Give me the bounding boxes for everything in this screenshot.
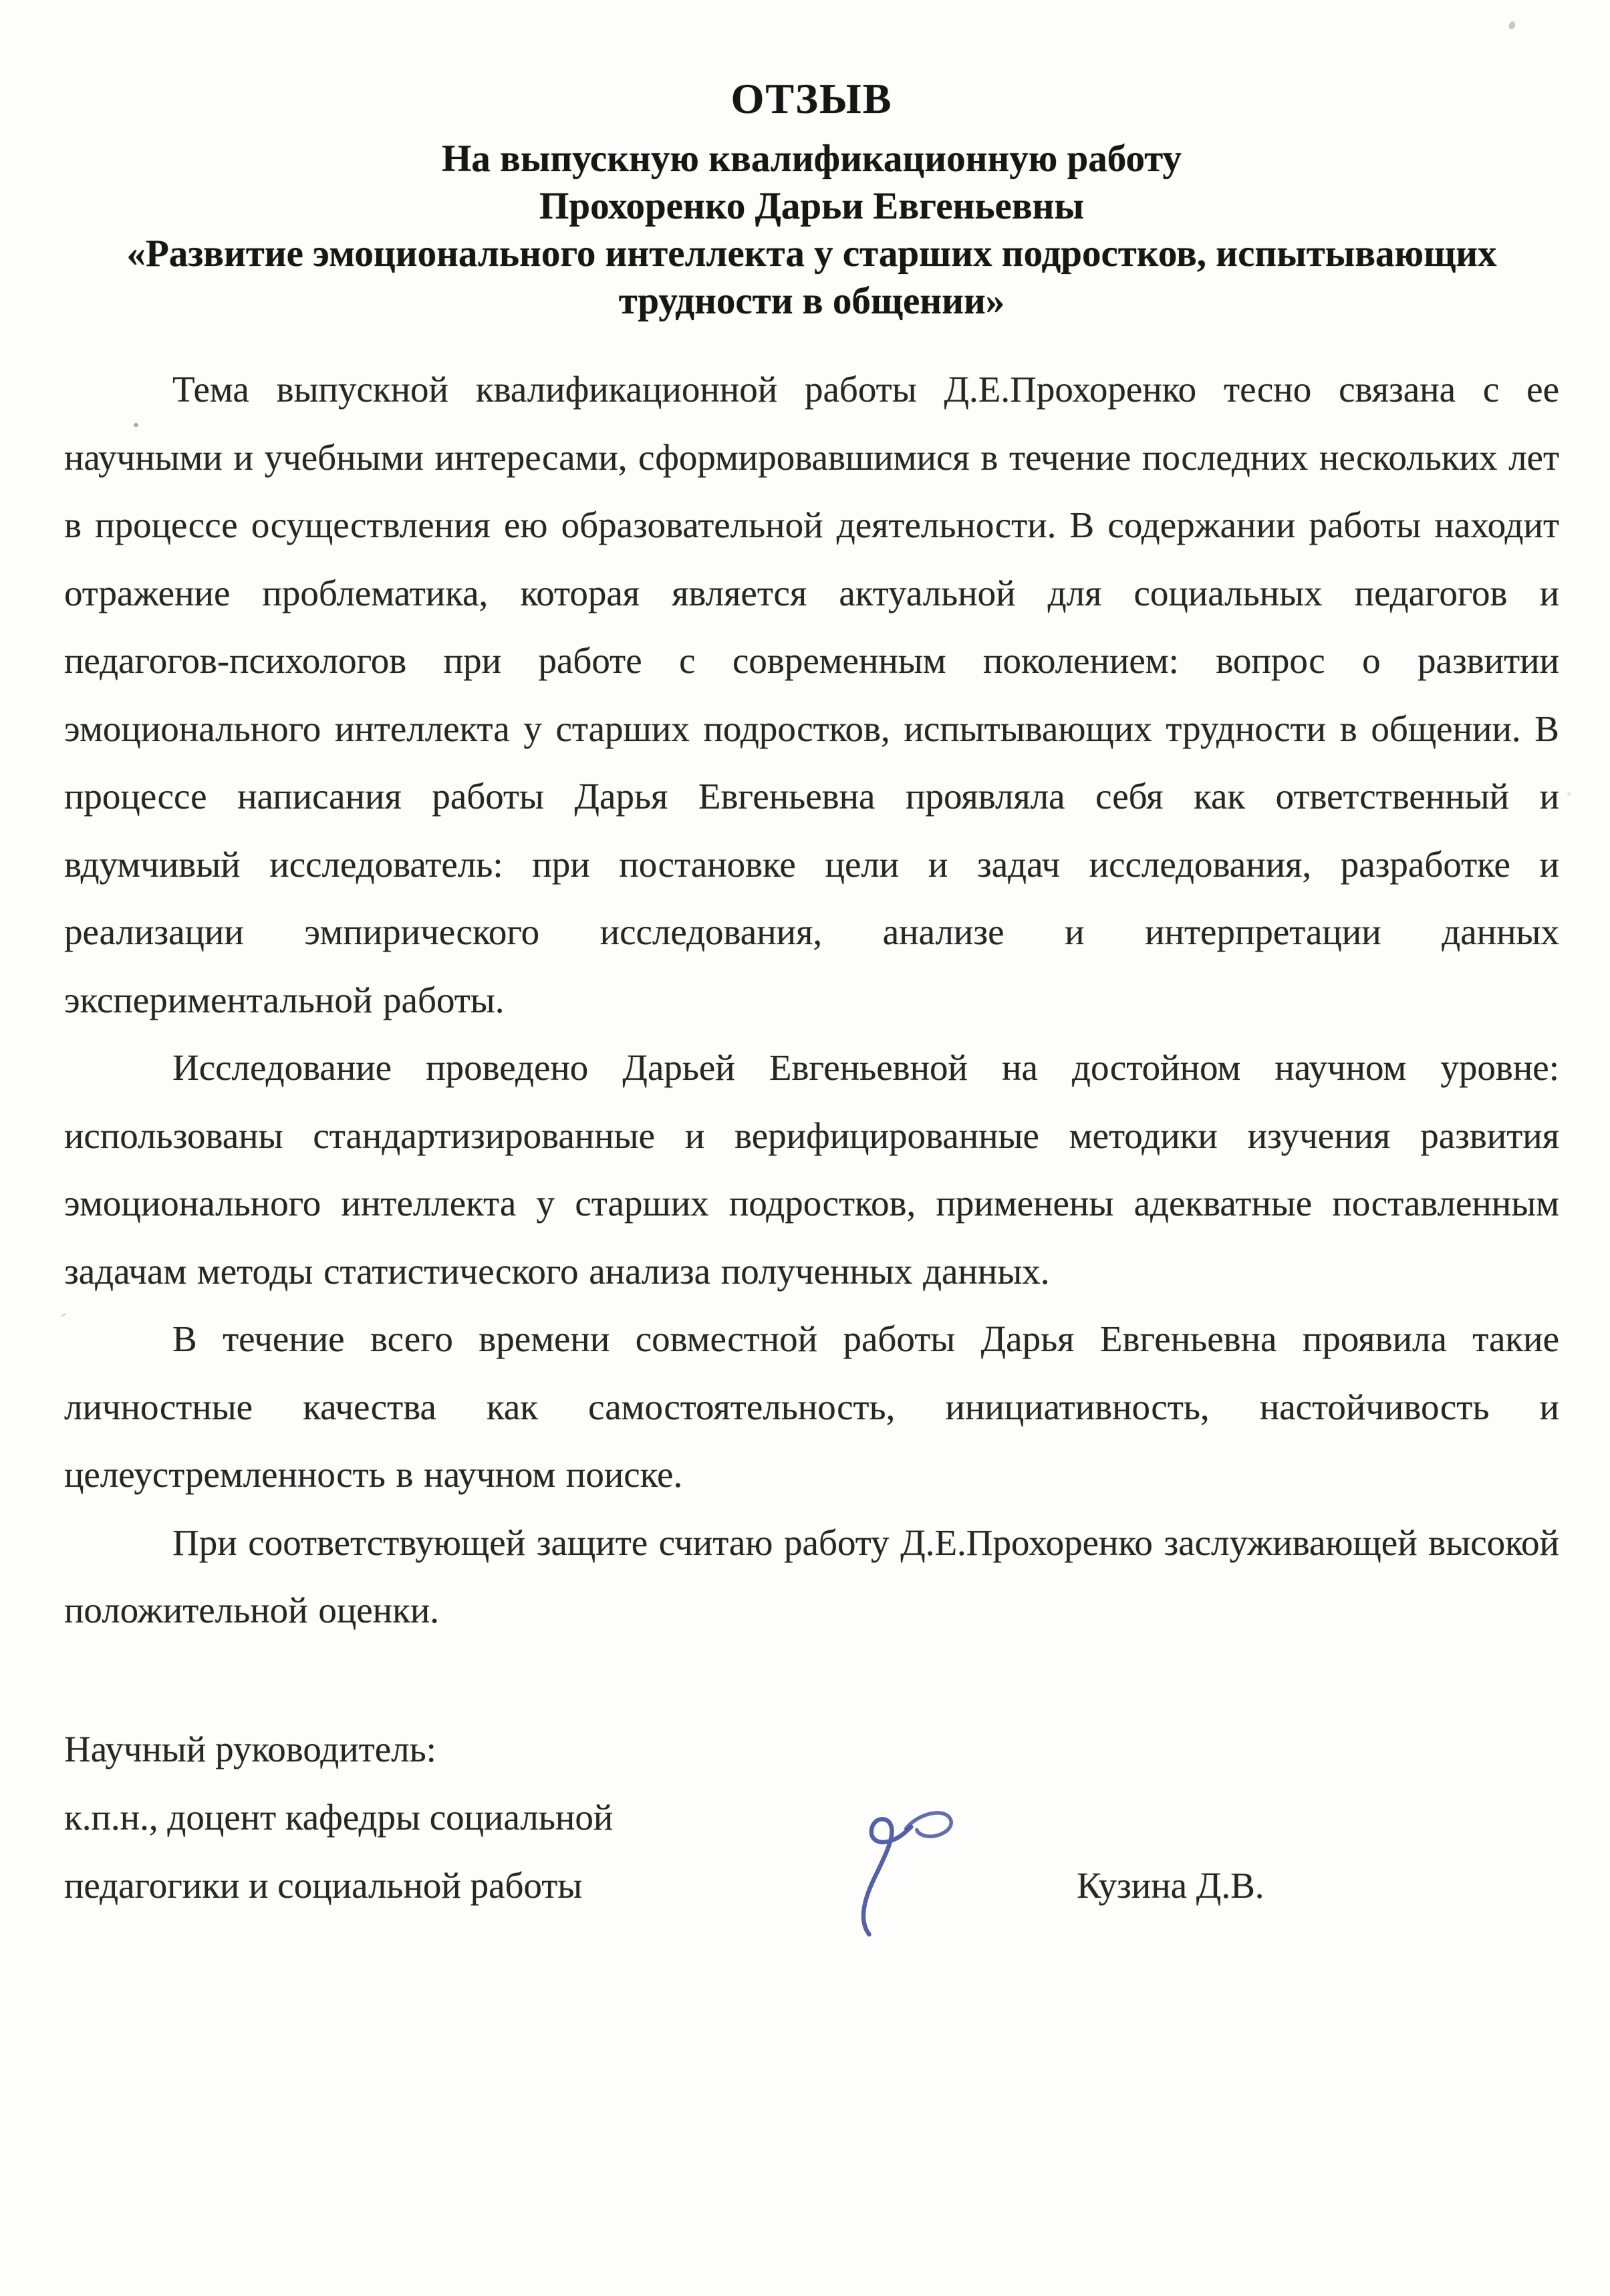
scan-speck: [1508, 21, 1516, 31]
document-header: [64, 72, 1559, 325]
subtitle-line-2: Прохоренко Дарьи Евгеньевны: [539, 185, 1084, 227]
body-paragraph: В течение всего времени совместной работы Дарья Евгеньевна проявила такие личностные качества как самостоятельность, инициативность, настойчивость и целеустремленность в научном поиске.: [64, 1318, 1559, 1495]
subtitle-line-1: На выпускную квалификационную работу: [441, 138, 1182, 180]
signature-position-line-1: к.п.н., доцент кафедры социальной: [64, 1797, 614, 1838]
document-body: [64, 355, 1559, 1644]
subtitle-line-3: «Развитие эмоционального интеллекта у старших подростков, испытывающих: [126, 233, 1497, 275]
scan-speck: [1567, 792, 1571, 796]
subtitle-line-4: трудности в общении»: [618, 280, 1005, 322]
body-paragraph: Исследование проведено Дарьей Евгеньевной на достойном научном уровне: использованы стандартизированные и верифицированные методики изучения развития эмоционального интеллекта у старших подростков, применены адекватные поставленным задачам методы статистического анализа полученных данных.: [64, 1047, 1559, 1292]
handwritten-signature-icon: [835, 1797, 971, 1946]
signature-name: Кузина Д.В.: [1077, 1865, 1264, 1906]
body-paragraph: При соответствующей защите считаю работу Д.Е.Прохоренко заслуживающей высокой положительной оценки.: [64, 1522, 1559, 1630]
signature-position-line-2: педагогики и социальной работы: [64, 1865, 583, 1906]
signature-role: Научный руководитель:: [64, 1729, 436, 1769]
body-paragraph: Тема выпускной квалификационной работы Д.Е.Прохоренко тесно связана с ее научными и учебными интересами, сформировавшимися в течение последних нескольких лет в процессе осуществления ею образовательной деятельности. В содержании работы находит отражение проблематика, которая является актуальной для социальных педагогов и педагогов-психологов при работе с современным поколением: вопрос о развитии эмоционального интеллекта у старших подростков, испытывающих трудности в общении. В процессе написания работы Дарья Евгеньевна проявляла себя как ответственный и вдумчивый исследователь: при постановке цели и задач исследования, разработке и реализации эмпирического исследования, анализе и интерпретации данных экспериментальной работы.: [64, 369, 1559, 1020]
signature-block: [64, 1715, 1559, 1920]
document-title: ОТЗЫВ: [730, 75, 893, 122]
